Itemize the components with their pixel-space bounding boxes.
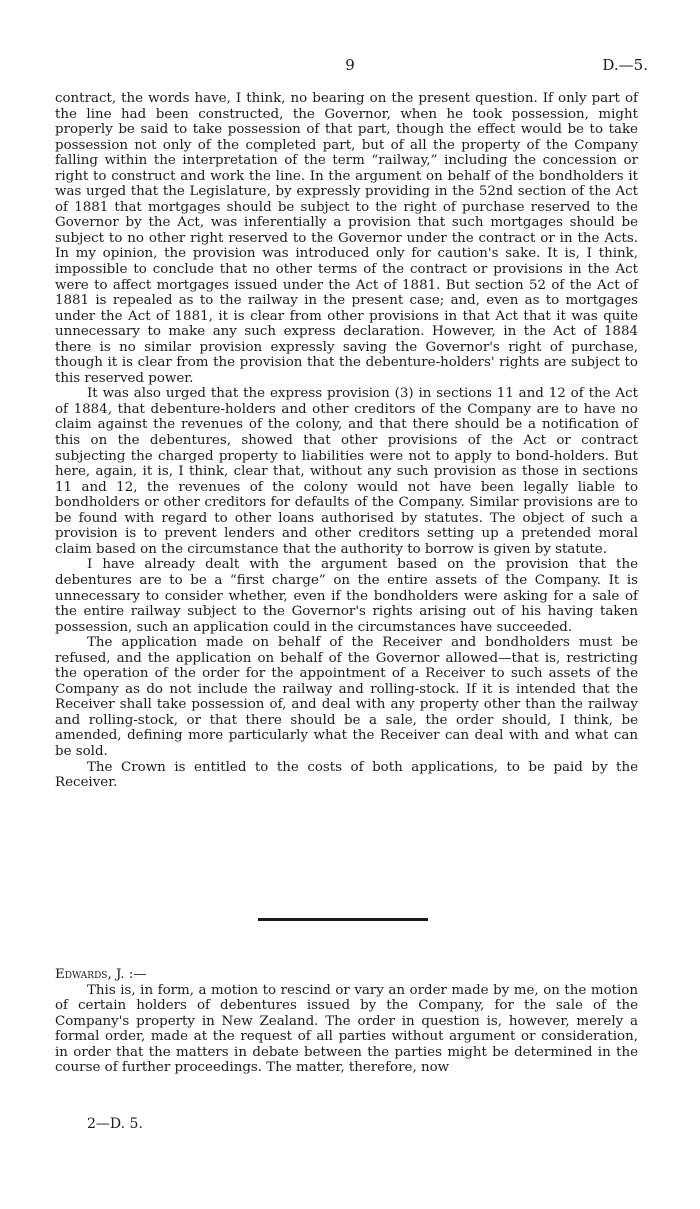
paragraph: The application made on behalf of the Receiver and bondholders must be refused, and the application on behalf of the Governor allowed—that is, restricting the operation of the order for the appointment of a Receiver to such assets of the Company as do not include the railway and rolling-stock. If it is intended that the Receiver shall take possession of, and deal with any property other than the railway and rolling-stock, or that there should be a sale, the order should, I think, be amended, defining more particularly what the Receiver can deal with and what can be sold. bbox=[55, 635, 638, 759]
paragraph: It was also urged that the express provision (3) in sections 11 and 12 of the Act of 1884, that debenture-holders and other creditors of the Company are to have no claim against the revenues of the colony, and that there should be a notification of this on the debentures, showed that other provisions of the Act or contract subjecting the charged property to liabilities were not to apply to bond-holders. But here, again, it is, I think, clear that, without any such provision as those in sections 11 and 12, the revenues of the colony would not have been legally liable to bondholders or other creditors for defaults of the Company. Similar provisions are to be found with regard to other loans authorised by statutes. The object of such a provision is to prevent lenders and other creditors setting up a pretended moral claim based on the circumstance that the authority to borrow is given by statute. bbox=[55, 386, 638, 557]
paragraph: The Crown is entitled to the costs of both applications, to be paid by the Receiver. bbox=[55, 759, 638, 791]
judge-opinion bbox=[55, 967, 638, 1076]
paragraph-continuation: contract, the words have, I think, no bearing on the present question. If only part of the line had been constructed, the Governor, when he took possession, might properly be said to take possession of that part, though the effect would be to take possession not only of the completed part, but of all the property of the Company falling within the interpretation of the term “railway,” including the concession or right to construct and work the line. In the argument on behalf of the bondholders it was urged that the Legislature, by expressly providing in the 52nd section of the Act of 1881 that mortgages should be subject to the right of purchase reserved to the Governor by the Act, was inferentially a provision that such mortgages should be subject to no other right reserved to the Governor under the contract or in the Acts. In my opinion, the provision was introduced only for caution's sake. It is, I think, impossible to conclude that no other terms of the contract or provisions in the Act were to affect mortgages issued under the Act of 1881. But section 52 of the Act of 1881 is repealed as to the railway in the present case; and, even as to mortgages under the Act of 1881, it is clear from other provisions in that Act that it was quite unnecessary to make any such express declaration. However, in the Act of 1884 there is no similar provision expressly saving the Governor's right of purchase, though it is clear from the provision that the debenture-holders' rights are subject to this reserved power. bbox=[55, 91, 638, 386]
judge-heading bbox=[55, 967, 638, 983]
document-reference: D.—5. bbox=[602, 56, 648, 74]
judge-name: Edwards, J. bbox=[55, 967, 125, 982]
page-number: 9 bbox=[345, 56, 355, 74]
judge-heading-suffix: :— bbox=[124, 967, 147, 982]
section-divider bbox=[258, 918, 428, 921]
page-signature: 2—D. 5. bbox=[87, 1116, 143, 1132]
paragraph: I have already dealt with the argument based on the provision that the debentures are to be a “first charge” on the entire assets of the Company. It is unnecessary to consider whether, even if the bondholders were asking for a sale of the entire railway subject to the Governor's rights arising out of his having taken possession, such an application could in the circumstances have succeeded. bbox=[55, 557, 638, 635]
judgment-body bbox=[55, 91, 638, 791]
paragraph: This is, in form, a motion to rescind or vary an order made by me, on the motion of certain holders of debentures issued by the Company, for the sale of the Company's property in New Zealand. The order in question is, however, merely a formal order, made at the request of all parties without argument or consideration, in order that the matters in debate between the parties might be determined in the course of further proceedings. The matter, therefore, now bbox=[55, 982, 638, 1076]
